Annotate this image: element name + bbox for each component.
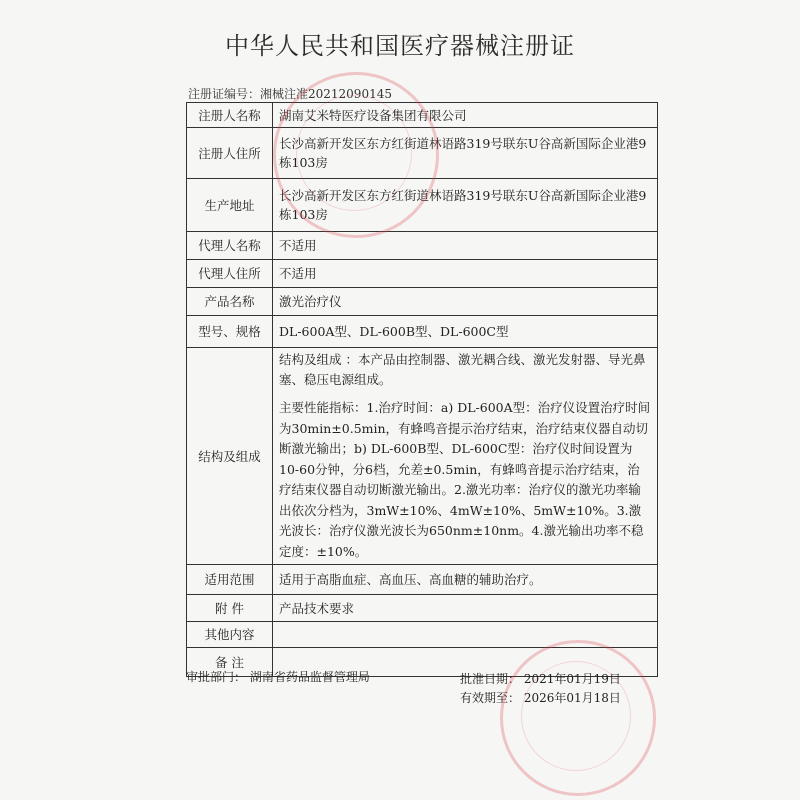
product-name-label: 产品名称 (187, 288, 273, 316)
approval-date: 批准日期： 2021年01月19日 (460, 672, 621, 686)
agent-name-value: 不适用 (273, 232, 658, 260)
registrant-address-label: 注册人住所 (187, 128, 273, 179)
certificate-table (186, 102, 658, 677)
structure-value (273, 348, 658, 565)
other-label: 其他内容 (187, 622, 273, 648)
scope-label: 适用范围 (187, 565, 273, 595)
agent-address-value: 不适用 (273, 260, 658, 288)
attachment-label: 附 件 (187, 595, 273, 622)
row-registrant-name (187, 103, 658, 128)
structure-label: 结构及组成 (187, 348, 273, 565)
row-scope (187, 565, 658, 595)
row-agent-name (187, 232, 658, 260)
row-attachment (187, 595, 658, 622)
row-production-address (187, 179, 658, 232)
structure-composition: 结构及组成 ：本产品由控制器、激光耦合线、激光发射器、导光鼻塞、稳压电源组成。 (279, 352, 646, 387)
registration-number: 注册证编号：湘械注准20212090145 (188, 87, 392, 101)
model-value: DL-600A型、DL-600B型、DL-600C型 (273, 316, 658, 348)
document-title: 中华人民共和国医疗器械注册证 (225, 32, 575, 60)
valid-until: 有效期至： 2026年01月18日 (460, 691, 621, 705)
row-model (187, 316, 658, 348)
remarks-label: 备 注 (187, 648, 273, 677)
scope-value: 适用于高脂血症、高血压、高血糖的辅助治疗。 (273, 565, 658, 595)
registrant-name-value: 湖南艾米特医疗设备集团有限公司 (273, 103, 658, 128)
row-other (187, 622, 658, 648)
other-value (273, 622, 658, 648)
registrant-name-label: 注册人名称 (187, 103, 273, 128)
product-name-value: 激光治疗仪 (273, 288, 658, 316)
attachment-value: 产品技术要求 (273, 595, 658, 622)
production-address-value: 长沙高新开发区东方红街道林语路319号联东U谷高新国际企业港9栋103房 (273, 179, 658, 232)
registrant-address-value: 长沙高新开发区东方红街道林语路319号联东U谷高新国际企业港9栋103房 (273, 128, 658, 179)
agent-address-label: 代理人住所 (187, 260, 273, 288)
structure-performance: 主要性能指标：1.治疗时间：a) DL-600A型：治疗仪设置治疗时间为30min±0.5min，有蜂鸣音提示治疗结束，治疗结束仪器自动切断激光输出；b) DL-600B型、DL-600C型：治疗仪时间设置为10-60分钟，分6档，允差±0.5min，有蜂鸣音提示治疗结束，治疗结束仪器自动切断激光输出。2.激光功率：治疗仪的激光功率输出依次分档为，3mW±10%、4mW±10%、5mW±10%。3.激光波长：治疗仪激光波长为650nm±10nm。4.激光输出功率不稳定度：±10%。 (279, 400, 651, 559)
production-address-label: 生产地址 (187, 179, 273, 232)
model-label: 型号、规格 (187, 316, 273, 348)
agent-name-label: 代理人名称 (187, 232, 273, 260)
row-agent-address (187, 260, 658, 288)
row-product-name (187, 288, 658, 316)
row-structure (187, 348, 658, 565)
approval-dates (460, 670, 621, 708)
approval-department: 审批部门： 湖南省药品监督管理局 (186, 670, 370, 684)
row-registrant-address (187, 128, 658, 179)
